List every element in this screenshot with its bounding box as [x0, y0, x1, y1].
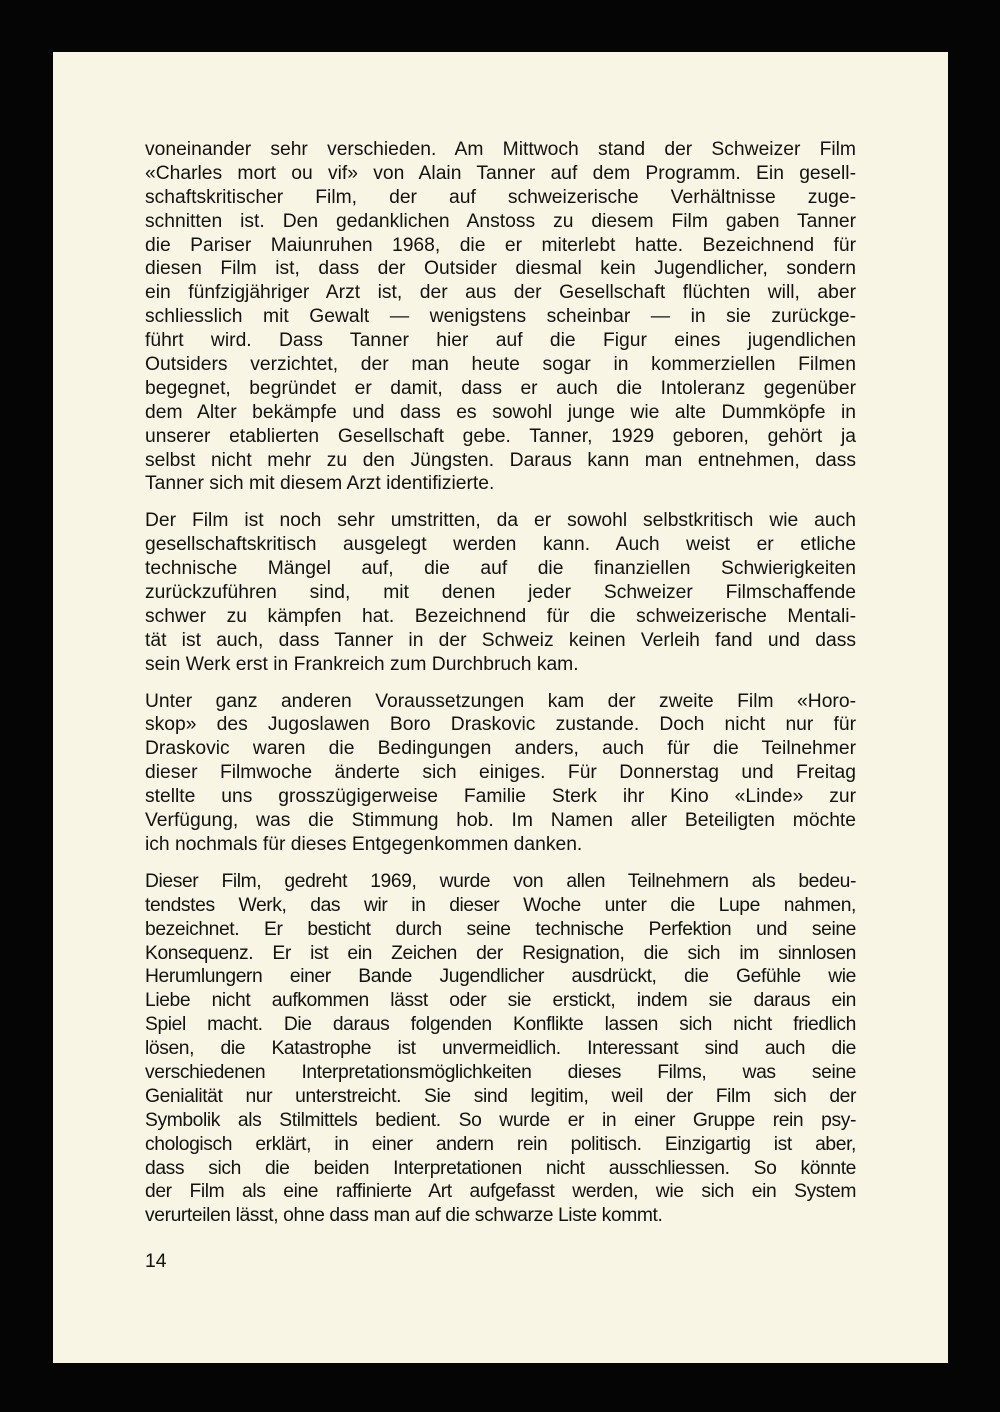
text-line: Dieser Film, gedreht 1969, wurde von allen Teilnehmern als bedeu-	[145, 870, 856, 892]
text-line: schnitten ist. Den gedanklichen Anstoss zu diesem Film gaben Tanner	[145, 210, 856, 232]
page-number: 14	[145, 1251, 167, 1272]
text-line: Liebe nicht aufkommen lässt oder sie erstickt, indem sie daraus ein	[145, 990, 856, 1012]
text-line: skop» des Jugoslawen Boro Draskovic zustande. Doch nicht nur für	[145, 714, 856, 736]
text-line: schliesslich mit Gewalt — wenigstens scheinbar — in sie zurückge-	[145, 306, 856, 328]
text-line: sein Werk erst in Frankreich zum Durchbruch kam.	[145, 653, 579, 675]
text-line: unserer etablierten Gesellschaft gebe. Tanner, 1929 geboren, gehört ja	[145, 425, 856, 447]
text-line: chologisch erklärt, in einer andern rein politisch. Einzigartig ist aber,	[145, 1133, 856, 1155]
text-line: Symbolik als Stilmittels bedient. So wurde er in einer Gruppe rein psy-	[145, 1109, 856, 1131]
text-line: stellte uns grosszügigerweise Familie Sterk ihr Kino «Linde» zur	[145, 786, 856, 808]
text-line: die Pariser Maiunruhen 1968, die er miterlebt hatte. Bezeichnend für	[145, 234, 856, 256]
text-line: lösen, die Katastrophe ist unvermeidlich. Interessant sind auch die	[145, 1038, 856, 1060]
text-line: diesen Film ist, dass der Outsider diesmal kein Jugendlicher, sondern	[145, 258, 856, 280]
text-line: führt wird. Dass Tanner hier auf die Figur eines jugendlichen	[145, 330, 856, 352]
text-line: dieser Filmwoche änderte sich einiges. Für Donnerstag und Freitag	[145, 762, 856, 784]
text-line: verurteilen lässt, ohne dass man auf die schwarze Liste kommt.	[145, 1205, 663, 1227]
text-line: begegnet, begründet er damit, dass er auch die Intoleranz gegenüber	[145, 377, 856, 399]
text-line: zurückzuführen sind, mit denen jeder Schweizer Filmschaffende	[145, 582, 856, 604]
text-line: Verfügung, was die Stimmung hob. Im Namen aller Beteiligten möchte	[145, 810, 856, 832]
text-line: schaftskritischer Film, der auf schweizerische Verhältnisse zuge-	[145, 186, 856, 208]
text-line: voneinander sehr verschieden. Am Mittwoch stand der Schweizer Film	[145, 139, 856, 160]
text-line: Konsequenz. Er ist ein Zeichen der Resignation, die sich im sinnlosen	[145, 942, 856, 964]
text-line: tät ist auch, dass Tanner in der Schweiz keinen Verleih fand und dass	[145, 629, 856, 651]
text-line: selbst nicht mehr zu den Jüngsten. Daraus kann man entnehmen, dass	[145, 449, 856, 471]
text-line: Genialität nur unterstreicht. Sie sind legitim, weil der Film sich der	[145, 1085, 856, 1107]
paragraph	[145, 509, 856, 676]
text-line: Der Film ist noch sehr umstritten, da er sowohl selbstkritisch wie auch	[145, 510, 856, 532]
text-line: Outsiders verzichtet, der man heute sogar in kommerziellen Filmen	[145, 354, 856, 376]
text-line: ich nochmals für dieses Entgegenkommen danken.	[145, 833, 583, 855]
text-line: «Charles mort ou vif» von Alain Tanner auf dem Programm. Ein gesell-	[145, 162, 856, 184]
paragraph	[145, 138, 856, 496]
body-text	[145, 138, 856, 1241]
text-line: verschiedenen Interpretationsmöglichkeiten dieses Films, was seine	[145, 1061, 856, 1083]
text-line: dem Alter bekämpfe und dass es sowohl junge wie alte Dummköpfe in	[145, 401, 856, 423]
text-line: schwer zu kämpfen hat. Bezeichnend für die schweizerische Mentali-	[145, 605, 856, 627]
paragraph	[145, 870, 856, 1228]
text-line: der Film als eine raffinierte Art aufgefasst werden, wie sich ein System	[145, 1181, 856, 1203]
text-line: dass sich die beiden Interpretationen nicht ausschliessen. So könnte	[145, 1157, 856, 1179]
text-line: Draskovic waren die Bedingungen anders, auch für die Teilnehmer	[145, 738, 856, 760]
document-page	[53, 52, 948, 1363]
text-line: technische Mängel auf, die auf die finanziellen Schwierigkeiten	[145, 558, 856, 580]
text-line: Tanner sich mit diesem Arzt identifizierte.	[145, 473, 495, 495]
text-line: tendstes Werk, das wir in dieser Woche unter die Lupe nahmen,	[145, 894, 856, 916]
text-line: Spiel macht. Die daraus folgenden Konflikte lassen sich nicht friedlich	[145, 1014, 856, 1036]
paragraph	[145, 690, 856, 857]
text-line: gesellschaftskritisch ausgelegt werden kann. Auch weist er etliche	[145, 534, 856, 556]
text-line: Herumlungern einer Bande Jugendlicher ausdrückt, die Gefühle wie	[145, 966, 856, 988]
text-line: ein fünfzigjähriger Arzt ist, der aus der Gesellschaft flüchten will, aber	[145, 282, 856, 304]
text-line: Unter ganz anderen Voraussetzungen kam der zweite Film «Horo-	[145, 690, 856, 712]
text-line: bezeichnet. Er besticht durch seine technische Perfektion und seine	[145, 918, 856, 940]
